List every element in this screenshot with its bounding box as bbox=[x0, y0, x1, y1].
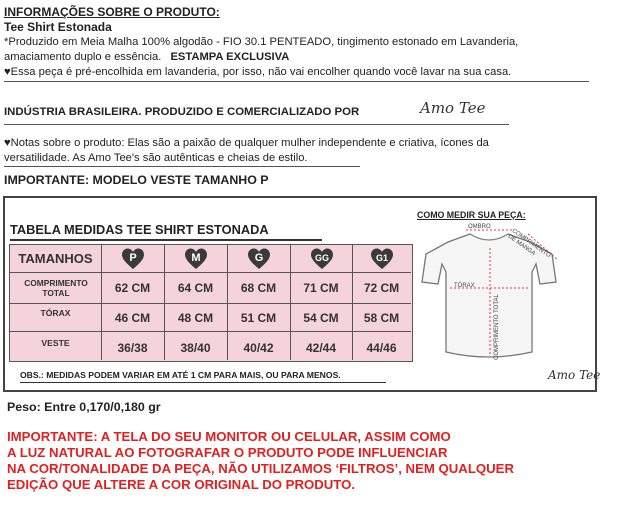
row-label-comprimento: COMPRIMENTO TOTAL bbox=[24, 278, 88, 298]
table-cell: 42/44 bbox=[305, 341, 337, 355]
table-cell: 68 CM bbox=[240, 281, 277, 295]
size-table bbox=[9, 244, 413, 362]
table-grid-line bbox=[10, 272, 411, 273]
table-cell: 48 CM bbox=[177, 311, 214, 325]
table-cell: 72 CM bbox=[363, 281, 400, 295]
warning-line-1: IMPORTANTE: A TELA DO SEU MONITOR OU CELULAR, ASSIM COMO bbox=[7, 429, 451, 444]
table-cell: 46 CM bbox=[114, 311, 151, 325]
table-cell: 38/40 bbox=[180, 341, 211, 355]
notes-line-1: ♥Notas sobre o produto: Elas são a paixão de qualquer mulher independente e criativa, ícones da bbox=[4, 137, 489, 149]
info-heading: INFORMAÇÕES SOBRE O PRODUTO: bbox=[4, 5, 220, 19]
label-comprimento-total: COMPRIMENTO TOTAL bbox=[494, 294, 500, 360]
industria-text: INDÚSTRIA BRASILEIRA. PRODUZIDO E COMERCIALIZADO POR bbox=[4, 106, 360, 118]
obs-underline bbox=[20, 382, 386, 383]
table-grid-line bbox=[10, 303, 411, 304]
table-title: TABELA MEDIDAS TEE SHIRT ESTONADA bbox=[10, 222, 269, 237]
label-torax: TÓRAX bbox=[454, 283, 475, 289]
divider bbox=[4, 166, 360, 167]
label-ombro: OMBRO bbox=[468, 224, 491, 230]
table-cell: 71 CM bbox=[303, 281, 339, 295]
warning-line-2: A LUZ NATURAL AO FOTOGRAFAR O PRODUTO PODE INFLUENCIAR bbox=[7, 445, 448, 460]
obs-note: OBS.: MEDIDAS PODEM VARIAR EM ATÉ 1 CM PARA MAIS, OU PARA MENOS. bbox=[20, 370, 341, 380]
diagram-title: COMO MEDIR SUA PEÇA: bbox=[417, 210, 526, 220]
size-m: M bbox=[191, 252, 201, 264]
row-label-veste: VESTE bbox=[41, 338, 70, 348]
table-cell: 62 CM bbox=[114, 281, 151, 295]
diagram-brand-logo: Amo Tee bbox=[548, 368, 601, 382]
info-line-1: *Produzido em Meia Malha 100% algodão - FIO 30.1 PENTEADO, tingimento estonado em Lavanderia, bbox=[4, 36, 519, 48]
table-cell: 40/42 bbox=[243, 341, 274, 355]
size-g1: G1 bbox=[375, 253, 388, 263]
table-cell: 51 CM bbox=[240, 311, 277, 325]
info-line-2-bold: ESTAMPA EXCLUSIVA bbox=[170, 51, 290, 63]
table-cell: 36/38 bbox=[117, 341, 148, 355]
row-label-torax: TÓRAX bbox=[40, 308, 71, 318]
notes-line-2: versatilidade. As Amo Tee's são autênticas e cheias de estilo. bbox=[4, 152, 308, 164]
warning-line-4: EDIÇÃO QUE ALTERE A COR ORIGINAL DO PRODUTO. bbox=[7, 477, 356, 492]
size-gg: GG bbox=[314, 253, 329, 263]
table-cell: 54 CM bbox=[303, 311, 339, 325]
warning-line-3: NA COR/TONALIDADE DA PEÇA, NÃO UTILIZAMOS ‘FILTROS’, NEM QUALQUER bbox=[7, 461, 514, 476]
table-header-label: TAMANHOS bbox=[18, 251, 93, 266]
size-g: G bbox=[254, 252, 264, 264]
importante-modelo: IMPORTANTE: MODELO VESTE TAMANHO P bbox=[4, 173, 269, 187]
table-cell: 58 CM bbox=[363, 311, 400, 325]
table-cell: 44/46 bbox=[366, 341, 397, 355]
table-cell: 64 CM bbox=[177, 281, 214, 295]
info-line-2 bbox=[4, 51, 289, 63]
size-p: P bbox=[129, 252, 137, 264]
product-name: Tee Shirt Estonada bbox=[4, 20, 112, 34]
peso-text: Peso: Entre 0,170/0,180 gr bbox=[7, 400, 161, 414]
divider bbox=[4, 124, 509, 125]
brand-logo: Amo Tee bbox=[420, 99, 486, 117]
label-comprimento-manga: COMPRIMENTO DE MANGA bbox=[506, 228, 552, 260]
info-line-3: ♥Essa peça é pré-encolhida em lavanderia, por isso, não vai encolher quando você lavar na sua casa. bbox=[4, 66, 512, 78]
divider bbox=[4, 81, 589, 82]
info-line-2-normal: amaciamento duplo e essência. bbox=[4, 51, 162, 63]
table-grid-line bbox=[10, 331, 411, 332]
table-title-underline bbox=[10, 239, 322, 241]
